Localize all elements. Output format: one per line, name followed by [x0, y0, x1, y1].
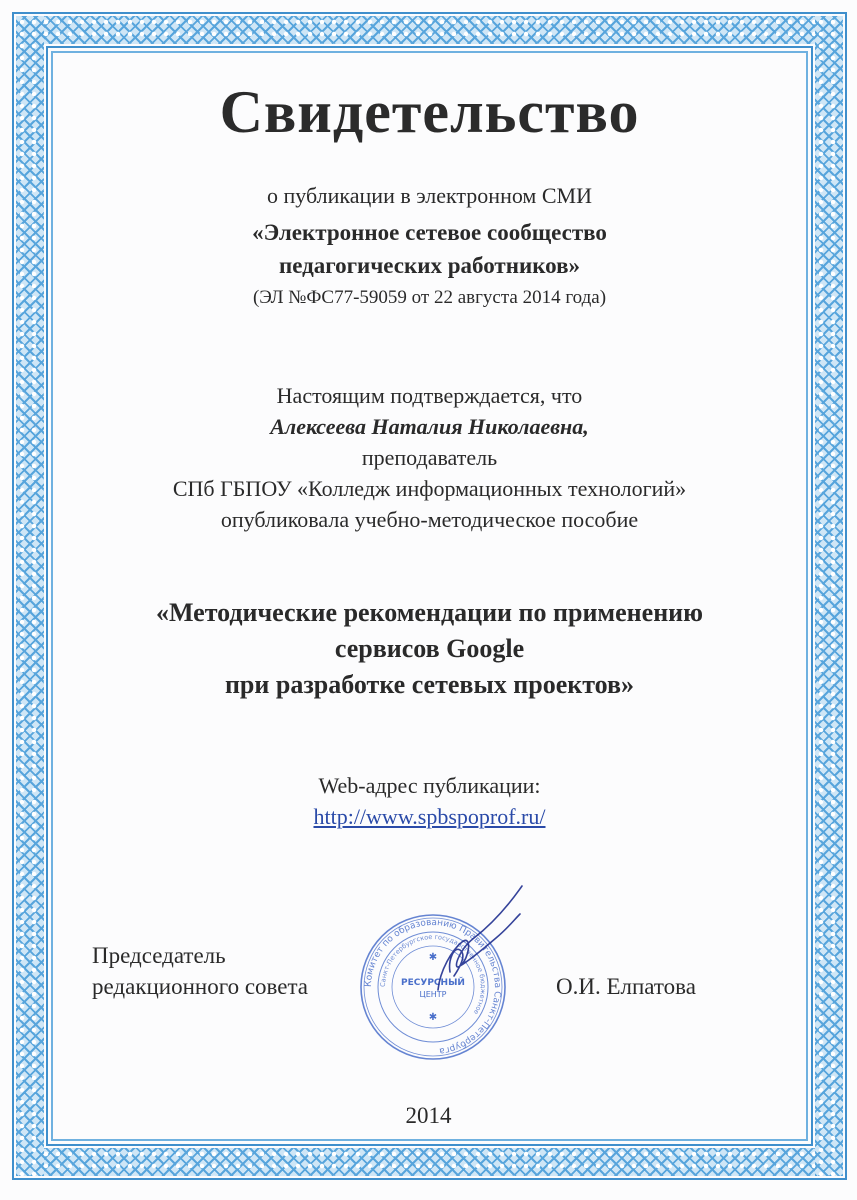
seal-star-icon: ✱ — [428, 1012, 438, 1023]
ornament-band-left — [16, 16, 44, 1176]
handwritten-signature — [400, 880, 550, 1010]
seal-center-text-1: РЕСУРСНЫЙ — [401, 978, 465, 988]
work-title-block — [60, 595, 799, 703]
signer-name: О.И. Елпатова — [556, 974, 696, 999]
seal-star-icon-top: ✱ — [428, 952, 438, 963]
confirmation-block — [60, 380, 799, 535]
work-title-line3: при разработке сетевых проектов» — [224, 670, 635, 699]
author-organization: СПб ГБПОУ «Колледж информационных технологий» — [172, 476, 687, 501]
confirm-line: Настоящим подтверждается, что — [276, 383, 583, 408]
signer-role — [92, 940, 308, 1002]
seal-inner-text: Санкт-Петербургское государственное бюджетное — [378, 932, 488, 1016]
media-name-line1: «Электронное сетевое сообщество — [252, 220, 607, 245]
certificate-content — [60, 60, 799, 829]
media-name-line2: педагогических работников» — [278, 253, 581, 278]
publication-line: о публикации в электронном СМИ — [267, 183, 592, 208]
web-address-block — [60, 770, 799, 832]
work-title-line1: «Методические рекомендации по применению — [155, 598, 704, 627]
web-address-label: Web-адрес публикации: — [318, 773, 541, 798]
certificate-title: Свидетельство — [219, 79, 640, 145]
seal-outer-text: Комитет по образованию Правительства Санкт-Петербурга — [363, 917, 503, 1056]
author-position: преподаватель — [361, 445, 498, 470]
web-address-link[interactable]: http://www.spbspoprof.ru/ — [313, 804, 546, 829]
ornament-band-top — [16, 16, 843, 44]
signer-role-line1: Председатель — [92, 943, 226, 968]
author-name: Алексеева Наталия Николаевна, — [270, 414, 589, 439]
signer-role-line2: редакционного совета — [92, 974, 309, 999]
ornament-band-right — [815, 16, 843, 1176]
seal-center-text-2: ЦЕНТР — [419, 990, 447, 999]
media-block — [60, 182, 799, 311]
ornament-band-bottom — [16, 1148, 843, 1176]
registration-number: (ЭЛ №ФС77-59059 от 22 августа 2014 года) — [252, 287, 607, 308]
published-line: опубликовала учебно-методическое пособие — [220, 507, 639, 532]
certificate-year: 2014 — [405, 1103, 452, 1128]
work-title-line2: сервисов Google — [334, 634, 525, 663]
